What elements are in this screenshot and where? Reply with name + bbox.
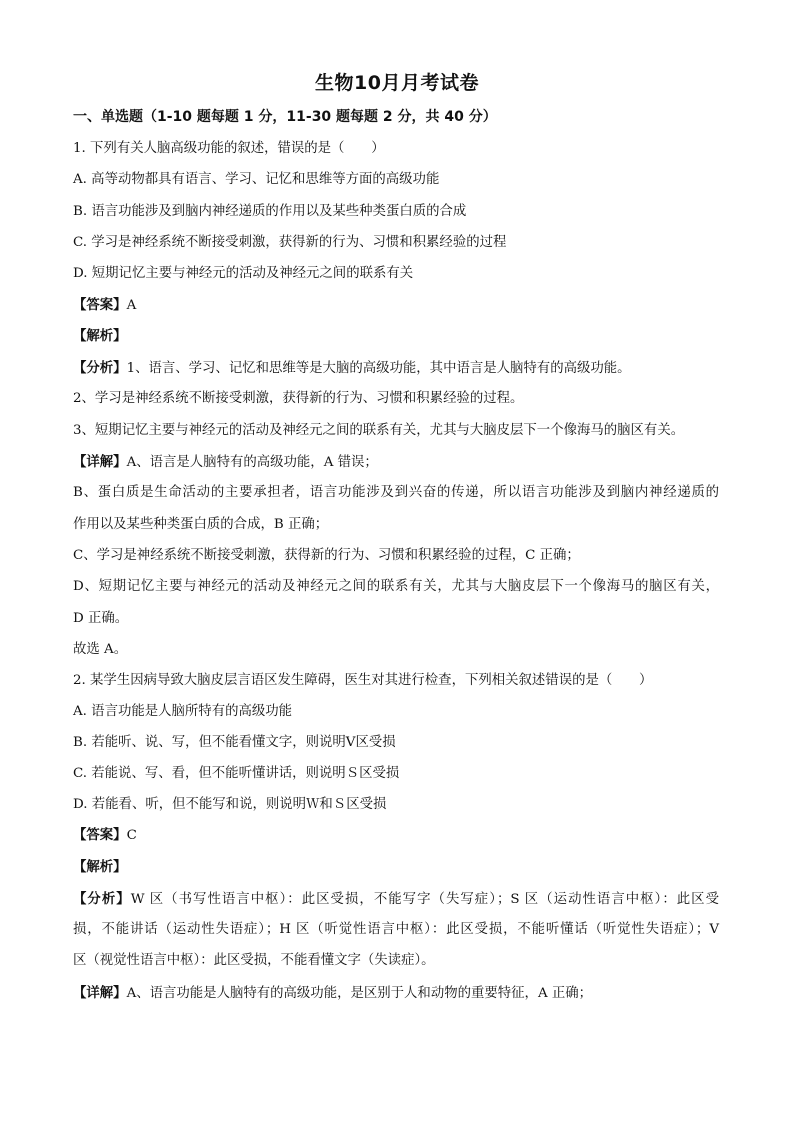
answer-value: C (126, 828, 137, 843)
xiangjie-label: 【详解】 (73, 454, 127, 470)
q1-option-b: B. 语言功能涉及到脑内神经递质的作用以及某些种类蛋白质的合成 (73, 204, 467, 219)
fenxi-label: 【分析】 (73, 360, 127, 376)
q1-xiangjie-d-line1: D、短期记忆主要与神经元的活动及神经元之间的联系有关，尤其与大脑皮层下一个像海马的脑区有关， (73, 579, 719, 594)
fenxi-label: 【分析】 (73, 891, 131, 907)
answer-label: 【答案】 (73, 828, 127, 843)
fenxi-text: W 区（书写性语言中枢）：此区受损，不能写字（失写症）；S 区（运动性语言中枢）：此区受 (130, 892, 719, 907)
q2-xiangjie-a (73, 983, 592, 1004)
xiangjie-text: A、语言是人脑特有的高级功能，A 错误； (126, 455, 378, 470)
q2-option-c: C. 若能说、写、看，但不能听懂讲话，则说明Ｓ区受损 (73, 766, 400, 781)
q1-option-a: A. 高等动物都具有语言、学习、记忆和思维等方面的高级功能 (73, 172, 440, 187)
q1-conclusion: 故选 A。 (73, 642, 128, 657)
q1-xiangjie-b-line2: 作用以及某些种类蛋白质的合成，B 正确； (73, 517, 329, 532)
xiangjie-label: 【详解】 (73, 985, 127, 1001)
q1-analysis-label: 【解析】 (73, 329, 127, 344)
q2-option-a: A. 语言功能是人脑所特有的高级功能 (73, 704, 293, 719)
q1-xiangjie-a (73, 452, 378, 473)
q2-option-b: B. 若能听、说、写，但不能看懂文字，则说明Ⅴ区受损 (73, 735, 396, 750)
q2-stem: 2. 某学生因病导致大脑皮层言语区发生障碍，医生对其进行检查，下列相关叙述错误的是（ ） (73, 673, 653, 688)
fenxi-text: 1、语言、学习、记忆和思维等是大脑的高级功能，其中语言是人脑特有的高级功能。 (126, 361, 631, 376)
q1-answer (73, 296, 136, 316)
q1-stem: 1. 下列有关人脑高级功能的叙述，错误的是（ ） (73, 141, 385, 156)
q1-xiangjie-b-line1: B、蛋白质是生命活动的主要承担者，语言功能涉及到兴奋的传递，所以语言功能涉及到脑内神经递质的 (73, 485, 719, 500)
section-heading: 一、单选题（1-10 题每题 1 分，11-30 题每题 2 分，共 40 分） (73, 109, 497, 125)
page-title: 生物10月月考试卷 (315, 72, 479, 94)
q1-xiangjie-c: C、学习是神经系统不断接受刺激，获得新的行为、习惯和积累经验的过程，C 正确； (73, 548, 580, 563)
q1-option-d: D. 短期记忆主要与神经元的活动及神经元之间的联系有关 (73, 266, 414, 281)
q1-fenxi-2: 2、学习是神经系统不断接受刺激，获得新的行为、习惯和积累经验的过程。 (73, 391, 524, 406)
answer-label: 【答案】 (73, 298, 127, 313)
q2-option-d: D. 若能看、听，但不能写和说，则说明Ｗ和Ｓ区受损 (73, 797, 387, 812)
q2-answer (73, 826, 137, 846)
q1-option-c: C. 学习是神经系统不断接受刺激，获得新的行为、习惯和积累经验的过程 (73, 235, 507, 250)
q2-analysis-label: 【解析】 (73, 860, 127, 875)
q1-fenxi-3: 3、短期记忆主要与神经元的活动及神经元之间的联系有关，尤其与大脑皮层下一个像海马的脑区有关。 (73, 423, 685, 438)
q2-fenxi-2: 损，不能讲话（运动性失语症）；H 区（听觉性语言中枢）：此区受损，不能听懂话（听觉性失语症）；V (73, 922, 719, 937)
q2-fenxi-1 (73, 889, 719, 910)
q1-fenxi-1 (73, 358, 631, 379)
xiangjie-text: A、语言功能是人脑特有的高级功能，是区别于人和动物的重要特征，A 正确； (126, 986, 593, 1001)
answer-value: A (126, 298, 137, 313)
q2-fenxi-3: 区（视觉性语言中枢）：此区受损，不能看懂文字（失读症）。 (73, 953, 435, 968)
q1-xiangjie-d-line2: D 正确。 (73, 611, 129, 626)
